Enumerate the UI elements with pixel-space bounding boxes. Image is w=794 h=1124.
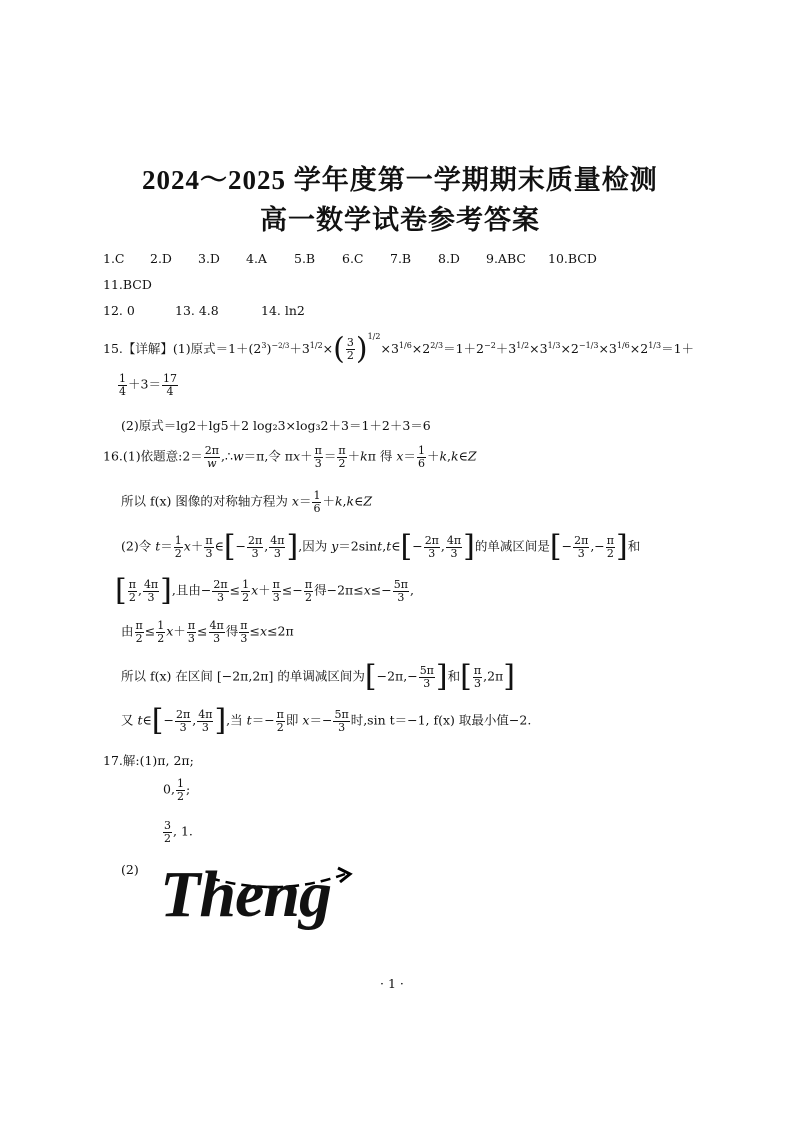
logo-text: Theng (160, 858, 332, 931)
q15-line1: 15.【详解】(1)原式$=1+(2^3)^{-2/3}+3^{1/2}\times$( $\frac{3}{2}$ )$^{1/2}\times 3^{1/6}\times 2^{2/3}=1+2^{-2}+3^{1/2}\times 3^{1/3}\times 2^{-1/3}\times 3^{1/6}\times 2^{1/3}=1+$ (103, 331, 695, 367)
title-line1: 2024～2025 学年度第一学期期末质量检测 (142, 165, 658, 195)
q16-line4: [ $\frac{\pi}{2}$ , $\frac{4\pi}{3}$ ],且由− $\frac{2\pi}{3}$ ≤ $\frac{1}{2}$ x＋ $\frac{\pi}{3}$ ≤− $\frac{\pi}{2}$ 得−2π≤x≤− $\frac{5\pi}{3}$ , (115, 573, 414, 608)
mc-answers-2: 11.BCD (103, 277, 152, 292)
q17-line1: 17.解:(1)π, 2π; (103, 753, 194, 768)
answer-item: 14. ln2 (261, 303, 305, 318)
mc-answers (103, 251, 597, 266)
answer-item: 12. 0 (103, 303, 135, 318)
q15-result-numerator: 17 (162, 372, 177, 385)
q16-and-2: 和 (447, 668, 461, 684)
q16-decrease-text: 的单减区间是 (474, 538, 550, 554)
q15-result-denominator: 4 (166, 384, 174, 398)
q16-from: 且由 (175, 582, 201, 598)
q16-line7: 又 t∈[− $\frac{2\pi}{3}$ , $\frac{4\pi}{3}$ ],当 t＝− $\frac{\pi}{2}$ 即 x＝− $\frac{5\pi}{3}$ 时,sin t＝−1, f(x) 取最小值−2. (121, 703, 532, 738)
answer-item: 13. 4.8 (175, 303, 219, 318)
q15-part2: (2)原式＝lg2＋lg5＋2 log₂3×log₃2＋3＝1＋2＋3＝6 (121, 418, 431, 433)
q16-from2: 由 (121, 623, 134, 639)
q16-line5: 由 $\frac{\pi}{2}$ ≤ $\frac{1}{2}$ x＋ $\frac{\pi}{3}$ ≤ $\frac{4\pi}{3}$ 得 $\frac{\pi}{3}$ ≤x≤2π (121, 619, 294, 645)
q16-line1: 16.(1)依题意:2＝ $\frac{2\pi}{w}$ ,∴w＝π,令 πx＋ $\frac{\pi}{3}$ ＝ $\frac{\pi}{2}$ ＋kπ 得 x＝ $\frac{1}{6}$ ＋k,k∈Z (103, 444, 477, 470)
answer-item: 5.B (294, 251, 316, 266)
q16-part2-label: (2)令 (121, 538, 152, 554)
q16-then: 时,sin t＝−1, f(x) 取最小值−2. (350, 712, 532, 728)
answer-item: 9.ABC (486, 251, 526, 266)
q17-value-b: , 1. (173, 823, 193, 839)
q16-because: 因为 (302, 538, 328, 554)
page-number: · 1 · (380, 976, 404, 991)
answer-item: 1.C (103, 251, 125, 266)
q16-conclusion2-text: 所以 f(x) 在区间 [−2π,2π] 的单调减区间为 (121, 668, 365, 684)
q17-value-a: 0, (163, 781, 175, 797)
answer-item: 2.D (150, 251, 172, 266)
q16-also: 又 (121, 712, 134, 728)
q16-line3: (2)令 t＝ $\frac{1}{2}$ x＋ $\frac{\pi}{3}$ ∈[− $\frac{2\pi}{3}$ , $\frac{4\pi}{3}$ ],因为 y＝2sint,t∈[− $\frac{2\pi}{3}$ , $\frac{4\pi}{3}$ ]的单减区间是[− $\frac{2\pi}{3}$ ,− $\frac{\pi}{2}$ ]和 (121, 529, 641, 564)
answer-item: 8.D (438, 251, 460, 266)
theng-logo (160, 860, 360, 955)
q16-conclusion1: 所以 f(x) 图像的对称轴方程为 x＝ $\frac{1}{6}$ ＋k,k∈Z (121, 489, 373, 515)
q17-line3: $\frac{3}{2}$ , 1. (164, 819, 193, 845)
q16-label: 16.(1)依题意: (103, 448, 183, 464)
q15-label: 15.【详解】(1)原式 (103, 341, 216, 356)
q16-and: 和 (627, 538, 641, 554)
answer-item: 10.BCD (548, 251, 597, 266)
answer-item: 7.B (390, 251, 412, 266)
q16-yield: 得 (314, 582, 327, 598)
q17-line2: 0, $\frac{1}{2}$ ; (163, 777, 191, 803)
answer-item: 6.C (342, 251, 364, 266)
q16-conclusion1-text: 所以 f(x) 图像的对称轴方程为 (121, 493, 288, 509)
answer-item: 4.A (246, 251, 267, 266)
q15-line2: $\frac{1}{4}$ ＋3＝ $\frac{17}{4}$ (119, 372, 177, 398)
q16-yield-2: 得 (225, 623, 239, 639)
q17-part2-label: (2) (121, 862, 139, 877)
q16-namely: 即 (285, 712, 299, 728)
fill-answers (103, 303, 305, 318)
q16-when: 当 (230, 712, 243, 728)
q16-conclusion2: 所以 f(x) 在区间 [−2π,2π] 的单调减区间为[−2π,− $\frac{5\pi}{3}$ ]和[ $\frac{\pi}{3}$ ,2π] (121, 659, 515, 694)
answer-item: 3.D (198, 251, 220, 266)
title-line2: 高一数学试卷参考答案 (260, 205, 540, 235)
